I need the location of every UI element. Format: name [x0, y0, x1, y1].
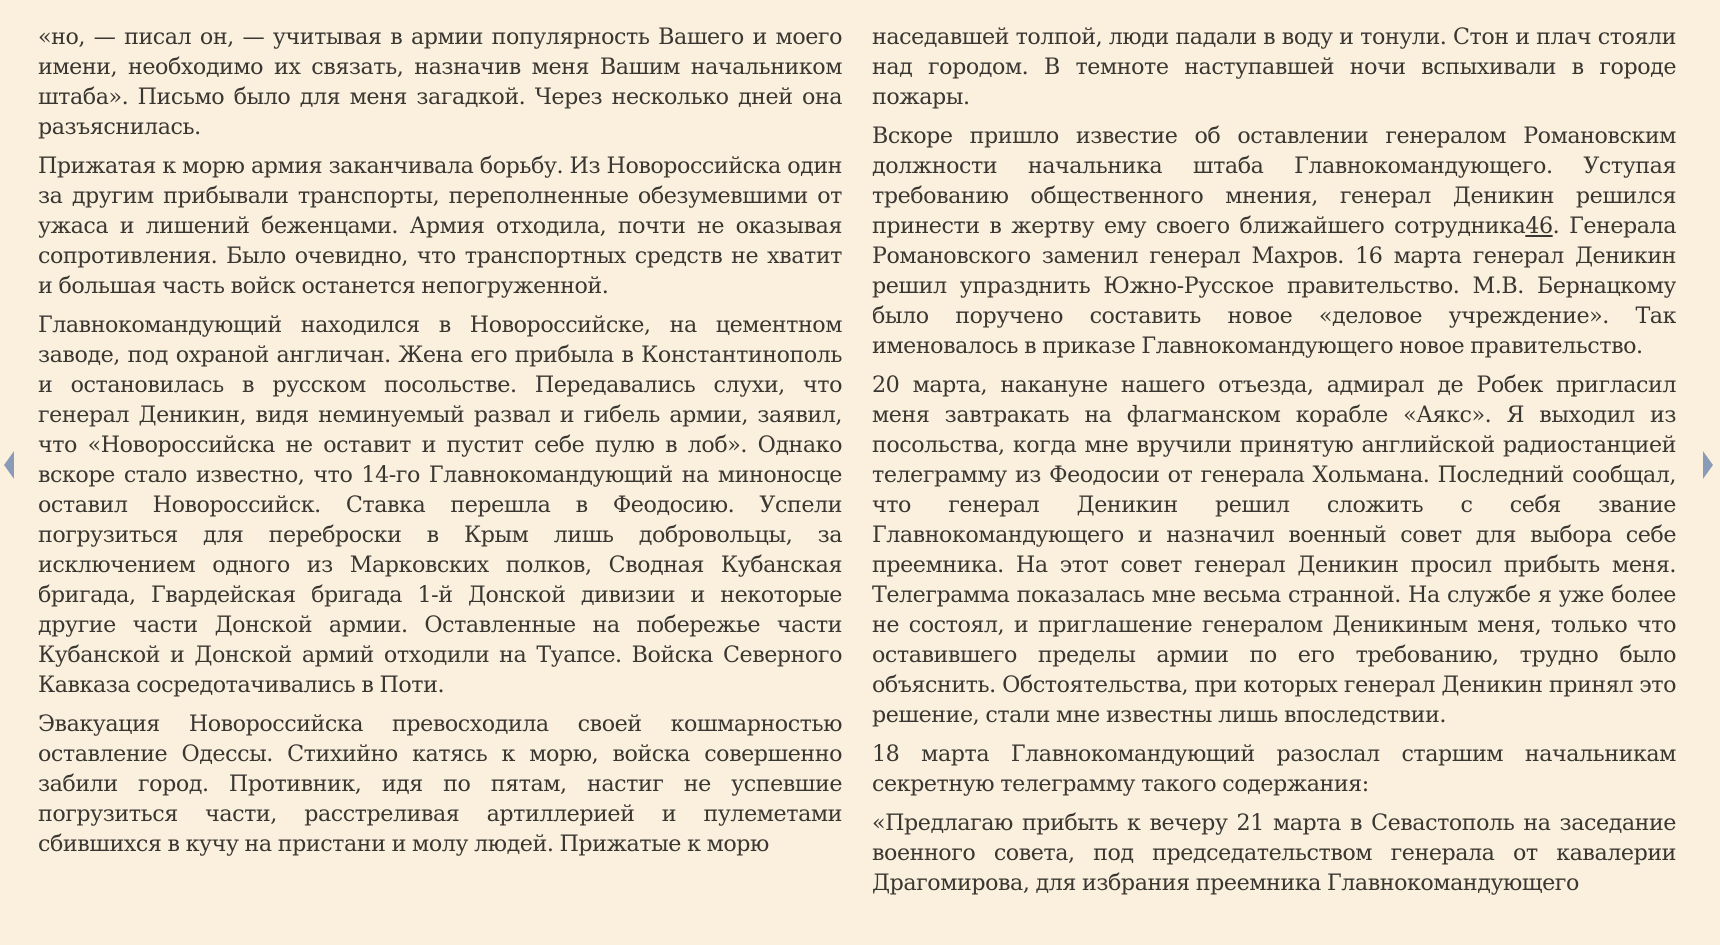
previous-page-arrow-icon[interactable]	[4, 451, 14, 479]
paragraph: «но, — писал он, — учитывая в армии популярность Вашего и моего имени, необходимо их связать, назначив меня Вашим начальником штаба». Письмо было для меня загадкой. Через несколько дней она разъяснилась.	[38, 24, 842, 140]
book-page	[38, 22, 1676, 927]
paragraph: Эвакуация Новороссийска превосходила своей кошмарностью оставление Одессы. Стихийно катясь к морю, войска совершенно забили город. Противник, идя по пятам, настиг не успевшие погрузиться части, расстреливая артиллерией и пулеметами сбившихся в кучу на пристани и молу людей. Прижатые к морю	[38, 711, 842, 857]
paragraph-text: Вскоре пришло известие об оставлении генералом Романовским должности начальника штаба Главнокомандующего. Уступая требованию общественного мнения, генерал Деникин решился принести в жертву ему своего ближайшего сотрудника	[872, 123, 1676, 239]
footnote-link[interactable]: 46	[1525, 213, 1553, 239]
paragraph-text: . Генерала Романовского заменил генерал Махров. 16 марта генерал Деникин решил упразднить Южно-Русское правительство. М.В. Бернацкому было поручено составить новое «деловое учреждение». Так именовалось в приказе Главнокомандующего новое правительство.	[872, 213, 1676, 359]
paragraph: 20 марта, накануне нашего отъезда, адмирал де Робек пригласил меня завтракать на флагманском корабле «Аякс». Я выходил из посольства, когда мне вручили принятую английской радиостанцией телеграмму из Феодосии от генерала Хольмана. Последний сообщал, что генерал Деникин решил сложить с себя звание Главнокомандующего и назначил военный совет для выбора себе преемника. На этот совет генерал Деникин просил прибыть меня. Телеграмма показалась мне весьма странной. На службе я уже более не состоял, и приглашение генералом Деникиным меня, только что оставившего пределы армии по его требованию, трудно было объяснить. Обстоятельства, при которых генерал Деникин принял это решение, стали мне известны лишь впоследствии.	[872, 372, 1676, 728]
paragraph: 18 марта Главнокомандующий разослал старшим начальникам секретную телеграмму такого содержания:	[872, 741, 1676, 797]
paragraph: «Предлагаю прибыть к вечеру 21 марта в Севастополь на заседание военного совета, под председательством генерала от кавалерии Драгомирова, для избрания преемника Главнокомандующего	[872, 810, 1676, 896]
paragraph-with-footnote	[872, 121, 1676, 361]
paragraph: наседавшей толпой, люди падали в воду и тонули. Стон и плач стояли над городом. В темноте наступавшей ночи вспыхивали в городе пожары.	[872, 24, 1676, 110]
next-page-arrow-icon[interactable]	[1703, 451, 1713, 479]
paragraph: Прижатая к морю армия заканчивала борьбу. Из Новороссийска один за другим прибывали транспорты, переполненные обезумевшими от ужаса и лишений беженцами. Армия отходила, почти не оказывая сопротивления. Было очевидно, что транспортных средств не хватит и большая часть войск останется непогруженной.	[38, 153, 842, 299]
paragraph: Главнокомандующий находился в Новороссийске, на цементном заводе, под охраной англичан. Жена его прибыла в Константинополь и остановилась в русском посольстве. Передавались слухи, что генерал Деникин, видя неминуемый развал и гибель армии, заявил, что «Новороссийска не оставит и пустит себе пулю в лоб». Однако вскоре стало известно, что 14-го Главнокомандующий на миноносце оставил Новороссийск. Ставка перешла в Феодосию. Успели погрузиться для переброски в Крым лишь добровольцы, за исключением одного из Марковских полков, Сводная Кубанская бригада, Гвардейская бригада 1-й Донской дивизии и некоторые другие части Донской армии. Оставленные на побережье части Кубанской и Донской армий отходили на Туапсе. Войска Северного Кавказа сосредотачивались в Поти.	[38, 312, 842, 698]
left-column	[38, 22, 842, 927]
right-column	[872, 22, 1676, 927]
